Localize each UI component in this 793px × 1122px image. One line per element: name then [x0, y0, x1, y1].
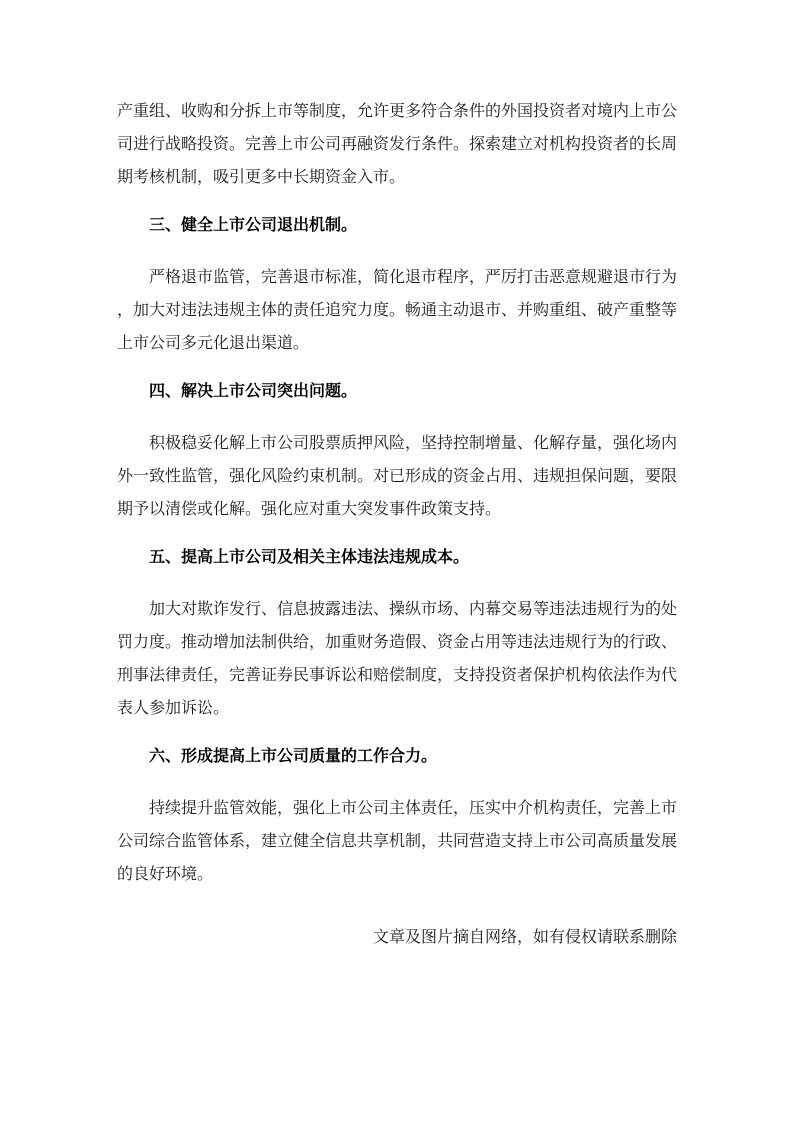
section-heading-6: 六、形成提高上市公司质量的工作合力。 [149, 748, 438, 765]
paragraph-continuation: 产重组、收购和分拆上市等制度，允许更多符合条件的外国投资者对境内上市公司进行战略投资。完善上市公司再融资发行条件。探索建立对机构投资者的长周期考核机制，吸引更多中长期资金入市。 [117, 103, 678, 186]
section-5-paragraph: 加大对欺诈发行、信息披露违法、操纵市场、内幕交易等违法违规行为的处罚力度。推动增加法制供给，加重财务造假、资金占用等违法违规行为的行政、刑事法律责任，完善证券民事诉讼和赔偿制度，支持投资者保护机构依法作为代表人参加诉讼。 [117, 601, 678, 717]
section-heading-4: 四、解决上市公司突出问题。 [149, 383, 358, 400]
section-3-paragraph: 严格退市监管，完善退市标准，简化退市程序，严厉打击恶意规避退市行为，加大对违法违规主体的责任追究力度。畅通主动退市、并购重组、破产重整等上市公司多元化退出渠道。 [117, 269, 678, 352]
source-attribution-note: 文章及图片摘自网络，如有侵权请联系删除 [372, 929, 677, 946]
document-body [117, 95, 677, 954]
section-4-paragraph: 积极稳妥化解上市公司股票质押风险，坚持控制增量、化解存量，强化场内外一致性监管，强化风险约束机制。对已形成的资金占用、违规担保问题，要限期予以清偿或化解。强化应对重大突发事件政策支持。 [117, 435, 678, 518]
section-heading-3: 三、健全上市公司退出机制。 [149, 217, 358, 234]
section-heading-5: 五、提高上市公司及相关主体违法违规成本。 [149, 549, 470, 566]
section-6-paragraph: 持续提升监管效能，强化上市公司主体责任，压实中介机构责任，完善上市公司综合监管体系，建立健全信息共享机制，共同营造支持上市公司高质量发展的良好环境。 [117, 800, 678, 883]
